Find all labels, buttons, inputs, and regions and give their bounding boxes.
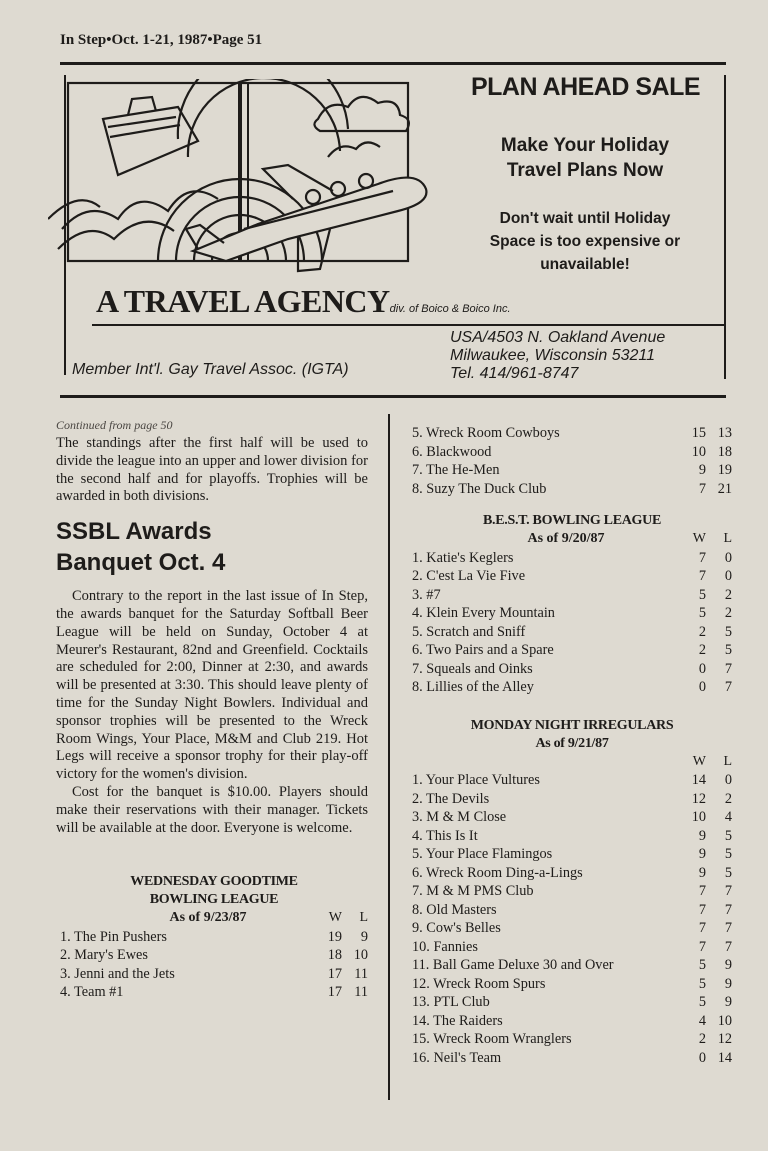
standings-row — [60, 928, 368, 947]
team-name: 8. Suzy The Duck Club — [412, 480, 547, 497]
team-name: 2. C'est La Vie Five — [412, 568, 526, 584]
standings-row — [412, 641, 732, 660]
team-name: 3. #7 — [412, 586, 441, 603]
standings-row — [412, 660, 732, 679]
intro-paragraph: The standings after the first half will be used to divide the league into an upper and lower division for the second half and for playoffs. Trophies will be awarded in both divisions. — [56, 435, 368, 505]
standings-header-row — [412, 753, 732, 772]
wins-value: 19 — [327, 928, 342, 945]
asof-date: As of 9/23/87 — [169, 910, 247, 926]
losses-value: 14 — [717, 1049, 732, 1066]
ad-subheadline — [450, 133, 720, 183]
losses-value: 11 — [354, 984, 368, 1001]
standings-row — [60, 946, 368, 965]
team-name: 14. The Raiders — [412, 1012, 503, 1029]
losses-value: 0 — [724, 568, 732, 584]
wins-value: 0 — [698, 660, 706, 677]
spacer-cell — [412, 753, 680, 772]
wins-value: 7 — [698, 480, 706, 497]
body-paragraph: Cost for the banquet is $10.00. Players should make their reservations with their manager. Tickets will be available at the door. Everyone is welcome. — [56, 783, 368, 836]
standings-row — [412, 790, 732, 809]
standings-row — [412, 1030, 732, 1049]
team-name: 12. Wreck Room Spurs — [412, 975, 546, 992]
team-name: 9. Cow's Belles — [412, 920, 501, 936]
wins-value: 10 — [691, 809, 706, 825]
losses-value: 5 — [724, 642, 732, 658]
ad-note-line: Don't wait until Holiday — [499, 210, 671, 227]
standings-row — [412, 586, 732, 605]
wins-value: 5 — [698, 586, 706, 603]
losses-value: 7 — [724, 901, 732, 918]
standings-row — [412, 1012, 732, 1031]
address-line: Milwaukee, Wisconsin 53211 — [450, 347, 655, 364]
team-name: 15. Wreck Room Wranglers — [412, 1031, 572, 1047]
team-name: 6. Two Pairs and a Spare — [412, 642, 554, 658]
losses-value: 11 — [354, 965, 368, 982]
wins-value: 17 — [327, 965, 342, 982]
team-name: 4. This Is It — [412, 827, 478, 844]
phone-line: Tel. 414/961-8747 — [450, 365, 579, 382]
standings-row — [412, 901, 732, 920]
ad-note-line: Space is too expensive or — [489, 233, 681, 250]
standings-row — [412, 827, 732, 846]
article-headline — [56, 516, 368, 578]
wins-value: 7 — [698, 568, 706, 584]
team-name: 1. Katie's Keglers — [412, 549, 514, 566]
wins-value: 7 — [698, 920, 706, 936]
agency-division: div. of Boico & Boico Inc. — [389, 303, 511, 315]
losses-value: 9 — [360, 928, 368, 945]
losses-value: 0 — [724, 549, 732, 566]
wins-value: 17 — [327, 984, 342, 1001]
losses-value: 5 — [724, 864, 732, 881]
article-body — [56, 588, 368, 837]
wins-value: 5 — [698, 994, 706, 1010]
asof-date: As of 9/21/87 — [535, 735, 609, 751]
page-header: In Step•Oct. 1-21, 1987•Page 51 — [60, 32, 263, 48]
league-title: BOWLING LEAGUE — [149, 892, 279, 908]
asof-date: As of 9/20/87 — [527, 531, 605, 546]
losses-value: 2 — [724, 605, 732, 621]
wins-value: 2 — [698, 642, 706, 658]
wins-value: 18 — [327, 947, 342, 964]
losses-header: L — [723, 531, 732, 546]
standings-header-row — [412, 530, 732, 549]
ad-address — [450, 329, 665, 383]
standings-row — [412, 678, 732, 697]
standings-table — [412, 753, 732, 1068]
losses-value: 12 — [717, 1031, 732, 1047]
team-name: 10. Fannies — [412, 938, 478, 955]
team-name: 8. Old Masters — [412, 901, 497, 918]
standings-row — [412, 443, 732, 462]
standings-table-continued — [412, 424, 732, 498]
losses-value: 7 — [724, 679, 732, 695]
continued-note: Continued from page 50 — [56, 418, 173, 432]
losses-value: 19 — [717, 462, 732, 478]
wins-value: 7 — [698, 883, 706, 899]
team-name: 1. The Pin Pushers — [60, 928, 167, 945]
standings-row — [412, 623, 732, 642]
travel-ad — [60, 62, 726, 398]
team-name: 3. M & M Close — [412, 809, 507, 825]
wins-value: 4 — [698, 1012, 706, 1029]
standings-row — [412, 882, 732, 901]
team-name: 2. Mary's Ewes — [60, 947, 148, 964]
standings-row — [412, 549, 732, 568]
wins-value: 10 — [691, 443, 706, 460]
team-name: 7. Squeals and Oinks — [412, 660, 533, 677]
standings-row — [412, 808, 732, 827]
standings-row — [412, 919, 732, 938]
losses-header: L — [359, 910, 368, 926]
wins-value: 7 — [698, 901, 706, 918]
agency-name — [96, 283, 511, 320]
standings-row — [412, 461, 732, 480]
wins-value: 12 — [691, 790, 706, 807]
headline-line: Banquet Oct. 4 — [56, 549, 226, 577]
wins-value: 2 — [698, 1031, 706, 1047]
monday-league — [412, 717, 732, 1068]
ad-divider — [92, 324, 724, 326]
wins-value: 9 — [698, 462, 706, 478]
wins-header: W — [328, 910, 342, 926]
ad-right-border — [724, 75, 726, 379]
team-name: 8. Lillies of the Alley — [412, 679, 534, 695]
column-divider — [388, 414, 390, 1100]
losses-value: 5 — [724, 623, 732, 640]
team-name: 2. The Devils — [412, 790, 490, 807]
losses-value: 10 — [353, 947, 368, 964]
wins-value: 5 — [698, 975, 706, 992]
league-title: WEDNESDAY GOODTIME — [130, 874, 298, 890]
headline-line: SSBL Awards — [56, 518, 212, 546]
losses-value: 9 — [724, 975, 732, 992]
standings-row — [412, 845, 732, 864]
standings-row — [412, 771, 732, 790]
standings-row — [412, 424, 732, 443]
team-name: 1. Your Place Vultures — [412, 772, 540, 788]
wins-value: 15 — [691, 425, 706, 441]
team-name: 5. Your Place Flamingos — [412, 846, 553, 862]
team-name: 6. Wreck Room Ding-a-Lings — [412, 864, 583, 881]
team-name: 3. Jenni and the Jets — [60, 965, 175, 982]
standings-row — [412, 480, 732, 499]
losses-value: 18 — [717, 443, 732, 460]
losses-value: 2 — [724, 586, 732, 603]
team-name: 7. The He-Men — [412, 462, 500, 478]
team-name: 4. Klein Every Mountain — [412, 605, 555, 621]
wins-value: 2 — [698, 623, 706, 640]
airplane-ship-illustration — [48, 79, 433, 294]
wins-value: 7 — [698, 549, 706, 566]
wins-value: 9 — [698, 827, 706, 844]
losses-value: 5 — [724, 846, 732, 862]
wins-value: 5 — [698, 957, 706, 973]
standings-row — [412, 1049, 732, 1068]
losses-value: 7 — [724, 883, 732, 899]
losses-value: 0 — [724, 772, 732, 788]
wins-value: 7 — [698, 938, 706, 955]
team-name: 6. Blackwood — [412, 443, 492, 460]
standings-row — [412, 864, 732, 883]
agency-title: A TRAVEL AGENCY — [96, 283, 390, 319]
team-name: 4. Team #1 — [60, 984, 124, 1001]
address-line: USA/4503 N. Oakland Avenue — [450, 329, 666, 346]
losses-value: 13 — [717, 425, 732, 441]
standings-row — [412, 993, 732, 1012]
losses-value: 10 — [717, 1012, 732, 1029]
standings-row — [412, 604, 732, 623]
team-name: 13. PTL Club — [412, 994, 490, 1010]
losses-value: 4 — [724, 809, 732, 825]
losses-value: 9 — [724, 994, 732, 1010]
losses-value: 7 — [724, 660, 732, 677]
losses-value: 5 — [724, 827, 732, 844]
wednesday-league — [56, 873, 368, 1002]
losses-value: 2 — [724, 790, 732, 807]
wins-header: W — [692, 753, 706, 769]
team-name: 5. Scratch and Sniff — [412, 623, 526, 640]
wins-value: 0 — [698, 1049, 706, 1066]
standings-row — [412, 956, 732, 975]
league-title: MONDAY NIGHT IRREGULARS — [470, 717, 674, 733]
right-column — [412, 424, 732, 1067]
standings-row — [60, 983, 368, 1002]
wins-value: 9 — [698, 846, 706, 862]
wins-value: 0 — [698, 679, 706, 695]
league-title: B.E.S.T. BOWLING LEAGUE — [483, 513, 661, 528]
ad-note — [450, 207, 720, 276]
standings-table — [60, 909, 368, 1002]
standings-row — [412, 975, 732, 994]
team-name: 5. Wreck Room Cowboys — [412, 425, 560, 441]
body-paragraph: Contrary to the report in the last issue of In Step, the awards banquet for the Saturday Softball Beer League will be held on Sunday, October 4 at Meurer's Restaurant, 82nd and Greenfield. Cocktails are scheduled for 2:00, Dinner at 2:30, and awards will be presented at 3:30. This should leave plenty of time for the Sunday Night Bowlers. Individual and sponsor trophies will be presented to the Wreck Room Wings, Your Place, M&M and Club 219. Hot Legs will receive a sponsor trophy for their play-off victory for the women's division. — [56, 588, 368, 783]
standings-header-row — [60, 909, 368, 928]
team-name: 16. Neil's Team — [412, 1049, 502, 1066]
article-intro — [56, 435, 368, 506]
wins-value: 14 — [691, 772, 706, 788]
team-name: 11. Ball Game Deluxe 30 and Over — [412, 957, 614, 973]
ad-sub-line: Make Your Holiday — [500, 135, 670, 156]
ad-note-line: unavailable! — [540, 256, 630, 273]
standings-row — [60, 965, 368, 984]
losses-value: 9 — [724, 957, 732, 973]
wins-header: W — [692, 531, 706, 546]
ad-membership: Member Int'l. Gay Travel Assoc. (IGTA) — [72, 361, 349, 378]
standings-row — [412, 938, 732, 957]
ad-sub-line: Travel Plans Now — [506, 160, 664, 181]
team-name: 7. M & M PMS Club — [412, 883, 534, 899]
losses-value: 7 — [724, 920, 732, 936]
losses-value: 21 — [717, 480, 732, 497]
wins-value: 5 — [698, 605, 706, 621]
left-column — [56, 418, 368, 1002]
wins-value: 9 — [698, 864, 706, 881]
losses-value: 7 — [724, 938, 732, 955]
ad-headline: PLAN AHEAD SALE — [470, 73, 701, 101]
losses-header: L — [723, 753, 732, 769]
standings-table — [412, 530, 732, 697]
standings-row — [412, 567, 732, 586]
best-league — [412, 512, 732, 697]
